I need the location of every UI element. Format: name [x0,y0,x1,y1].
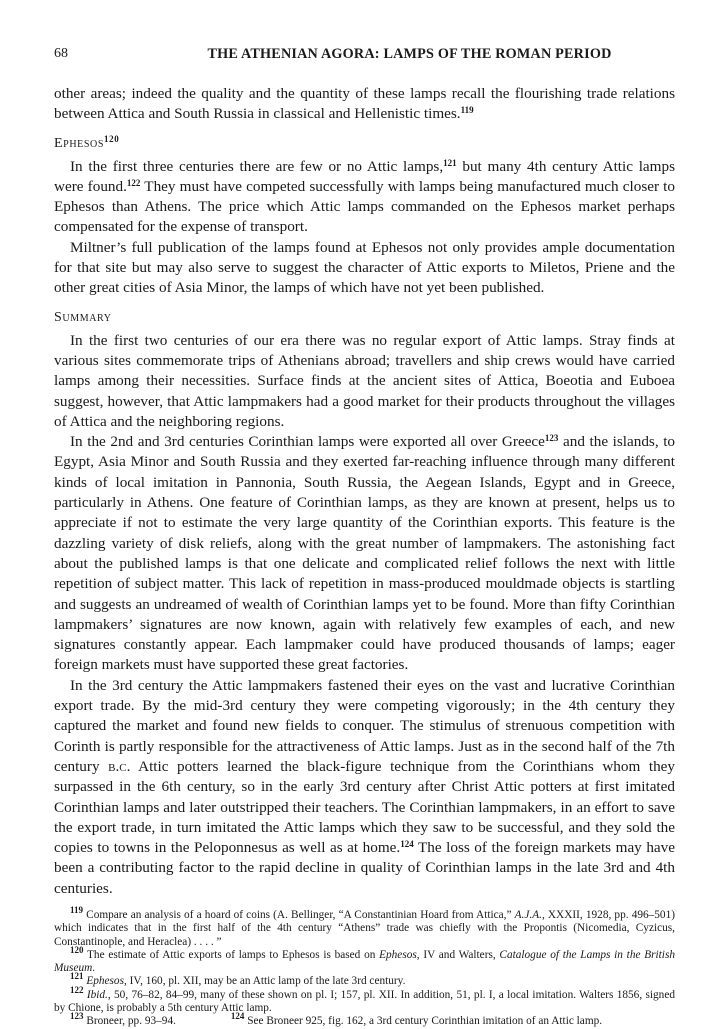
summary-paragraph-3: In the 3rd century the Attic lampmakers fastened their eyes on the vast and lucrative Corinthian export trade. By the mid-3rd century they were competing vigorously; in the 4th century they captured the market and found new fields to conquer. The stimulus of strenuous competition with Corinth is partly responsible for the attractiveness of Attic lamps. Just as in the second half of the 7th century b.c. Attic potters learned the black-figure technique from the Corinthians whom they surpassed in the 6th century, so in the early 3rd century after Christ Attic potters at first imitated Corinthian lamps and later outstripped their teachers. The Corinthian lampmakers, in an effort to save the export trade, in turn imitated the Attic lamps which they saw to be successful, and they sold the copies to towns in the Peloponnesus as well as at home.$^{124}$ The loss of the foreign markets may have been a contributing factor to the rapid decline in quality of Corinthian lamps in the late 3rd and 4th centuries. [54,676,675,897]
section-heading-ephesos: Ephesos$^{120}$ [54,133,120,151]
footnotes-123-124 [54,1011,675,1028]
footnote-122: $^{122}$ Ibid., 50, 76–82, 84–99, many of these shown on pl. I; 157, pl. XII. In addition, 51, pl. I, a local imitation. Walters 1856, signed by Chione, is probably a 5th century Attic lamp. [54,984,675,1015]
footnote-123: $^{123}$ Broneer, pp. 93–94. [70,1011,176,1028]
footnote-ref[interactable]: 122 [126,177,141,188]
footnote-ref[interactable]: 121 [443,157,457,168]
running-title: THE ATHENIAN AGORA: LAMPS OF THE ROMAN PERIOD [207,46,612,62]
footnote-119: $^{119}$ Compare an analysis of a hoard of coins (A. Bellinger, “A Constantinian Hoard from Attica,” A.J.A., XXXII, 1928, pp. 496–501) which indicates that in the first half of the 4th century “Athens” trade was chiefly with the Propontis (Nicomedia, Cyzicus, Constantinople, and Heraclea) . . . . ” [54,904,675,948]
footnote-121: $^{121}$ Ephesos, IV, 160, pl. XII, may be an Attic lamp of the late 3rd century. [70,971,406,988]
ephesos-paragraph-2: Miltner’s full publication of the lamps found at Ephesos not only provides ample documentation for that site but may also serve to suggest the character of Attic exports to Miletos, Priene and the other great cities of Asia Minor, the lamps of which have not yet been published. [54,238,675,297]
ephesos-paragraph-1: In the first three centuries there are few or no Attic lamps,$^{121}$ but many 4th century Attic lamps were found.$^{122}$ They must have competed successfully with lamps being manufactured much closer to Ephesos than Athens. The price which Attic lamps commanded on the Ephesos market perhaps compensated for the expense of transport. [54,157,675,236]
footnote-124: $^{124}$ See Broneer 925, fig. 162, a 3rd century Corinthian imitation of an Attic lamp. [230,1011,603,1028]
summary-paragraph-1: In the first two centuries of our era there was no regular export of Attic lamps. Stray finds at various sites commemorate trips of Athenians abroad; travellers and ship crews would have carried lamps among their necessities. Surface finds at the ancient sites of Attica, Boeotia and Euboea suggest, however, that Attic lampmakers had a good market for their products throughout the villages of Attica and the neighboring regions. [54,331,675,430]
footnote-ref[interactable]: 120 [104,133,120,144]
intro-paragraph: other areas; indeed the quality and the quantity of these lamps recall the flourishing trade relations between Attica and South Russia in classical and Hellenistic times.$^{119}$ [54,85,675,123]
section-heading-summary: Summary [54,309,112,325]
summary-paragraph-2: In the 2nd and 3rd centuries Corinthian lamps were exported all over Greece$^{123}$ and the islands, to Egypt, Asia Minor and South Russia and they exerted far-reaching influence through many different kinds of local imitation in Pannonia, South Russia, the Aegean Islands, Egypt and in Greece, particularly in Athens. One feature of Corinthian lamps, as they are known at present, helps us to appreciate if not to estimate the very large quantity of the Corinthian exports. This feature is the dazzling variety of disk reliefs, along with the great number of lampmakers. The astonishing fact about the published lamps is that one delicate and complicated relief follows the next with little repetition of subject matter. This lack of repetition in mass-produced mouldmade objects is startling and suggests an undreamed of wealth of Corinthian lamps yet to be found. More than fifty Corinthian lampmakers’ signatures are now known, again with relatively few examples of each, and new signatures constantly appear. Each lampmaker could have produced thousands of lamps; eager foreign markets must have supported these great factories. [54,433,676,674]
footnote-ref[interactable]: 123 [544,433,559,444]
footnote-ref[interactable]: 119 [460,105,474,116]
main-text [54,84,675,1029]
running-header [54,46,675,66]
footnote-ref[interactable]: 124 [400,839,414,850]
footnote-120: $^{120}$ The estimate of Attic exports of lamps to Ephesos is based on Ephesos, IV and Walters, Catalogue of the Lamps in the British Museum. [54,944,675,975]
page-number: 68 [54,46,68,61]
footnotes [54,904,675,1029]
